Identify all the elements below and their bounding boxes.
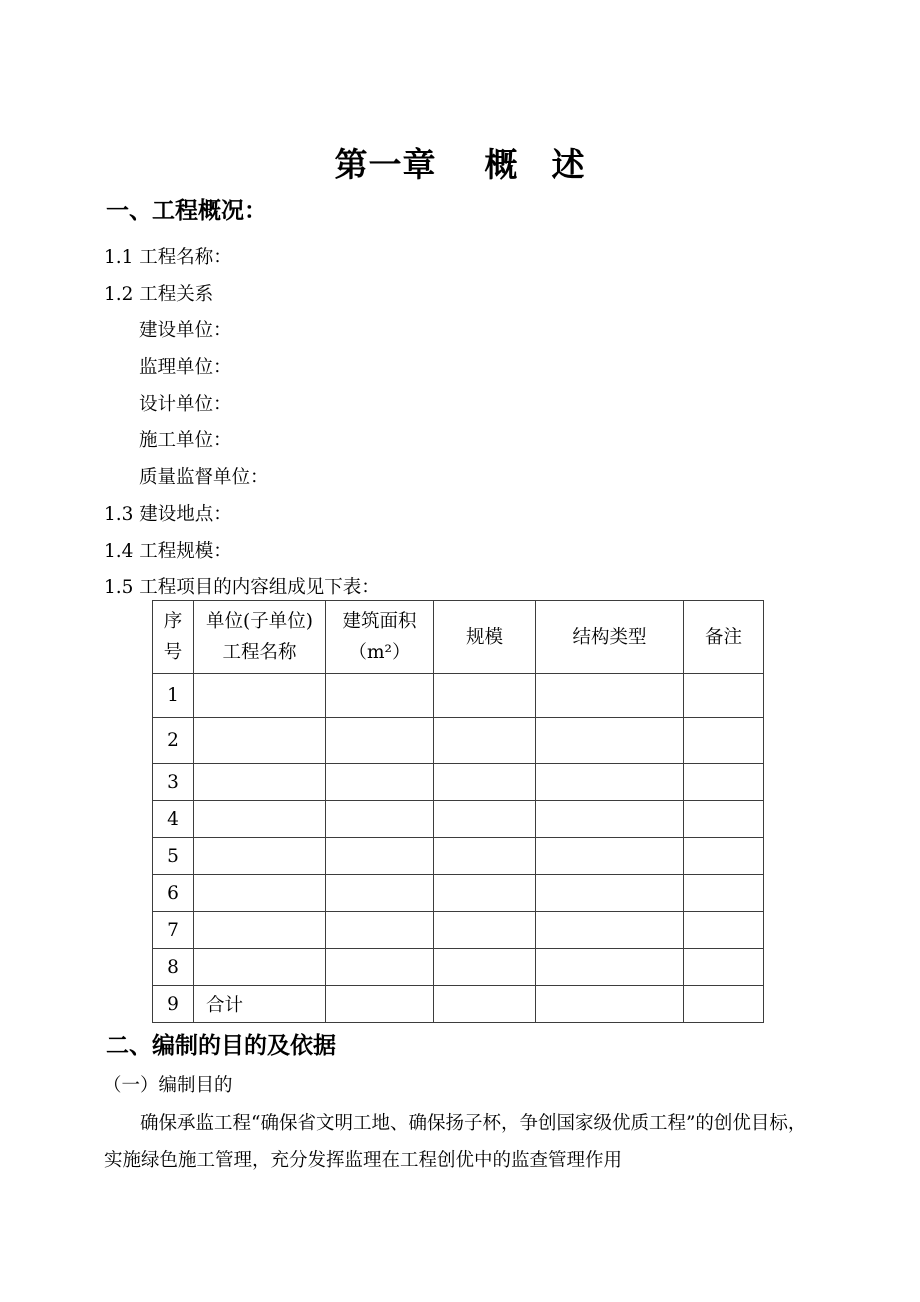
header-line: 单位(子单位) xyxy=(206,611,313,632)
table-header-row xyxy=(153,601,764,674)
line-project-name: 1.1 工程名称： xyxy=(104,247,232,268)
cell-scale xyxy=(434,801,536,838)
table-row xyxy=(153,674,764,718)
cell-scale xyxy=(434,875,536,912)
line-supervision-unit: 监理单位： xyxy=(139,357,232,379)
cell-name xyxy=(194,764,326,801)
cell-name xyxy=(194,912,326,949)
cell-remark xyxy=(684,674,764,718)
chapter-title-part: 述 xyxy=(551,145,586,184)
cell-name xyxy=(194,718,326,764)
chapter-title-part: 第一章 xyxy=(334,145,437,184)
table-row-total xyxy=(153,986,764,1023)
cell-area xyxy=(326,838,434,875)
cell-structure xyxy=(536,912,684,949)
project-items-table xyxy=(152,600,764,1023)
table-row xyxy=(153,875,764,912)
cell-structure xyxy=(536,674,684,718)
cell-remark xyxy=(684,949,764,986)
line-project-size: 1.4 工程规模： xyxy=(104,540,232,562)
table-row xyxy=(153,838,764,875)
cell-remark xyxy=(684,912,764,949)
cell-remark xyxy=(684,838,764,875)
line-table-intro: 1.5 工程项目的内容组成见下表： xyxy=(104,577,380,599)
line-site-location: 1.3 建设地点： xyxy=(104,503,232,525)
cell-area xyxy=(326,875,434,912)
line-builder-unit: 施工单位： xyxy=(139,430,232,452)
cell-no: 7 xyxy=(153,912,194,949)
cell-name xyxy=(194,949,326,986)
line-construction-unit: 建设单位： xyxy=(139,320,232,342)
cell-no: 5 xyxy=(153,838,194,875)
cell-scale xyxy=(434,912,536,949)
table-row xyxy=(153,801,764,838)
cell-no: 8 xyxy=(153,949,194,986)
cell-structure xyxy=(536,718,684,764)
section-one-heading: 一、工程概况： xyxy=(106,198,267,224)
cell-area xyxy=(326,718,434,764)
cell-structure xyxy=(536,801,684,838)
cell-remark xyxy=(684,718,764,764)
line-design-unit: 设计单位： xyxy=(139,393,232,415)
header-line: 建筑面积 xyxy=(342,611,417,632)
header-unit-project-name xyxy=(194,601,326,674)
cell-no: 9 xyxy=(153,986,194,1023)
header-line: 工程名称 xyxy=(222,642,297,663)
cell-no: 3 xyxy=(153,764,194,801)
section-two-heading: 二、编制的目的及依据 xyxy=(106,1033,336,1059)
header-line: 备注 xyxy=(704,626,742,648)
cell-no: 1 xyxy=(153,674,194,718)
cell-structure xyxy=(536,949,684,986)
cell-scale xyxy=(434,986,536,1023)
cell-scale xyxy=(434,764,536,801)
header-building-area xyxy=(326,601,434,674)
cell-scale xyxy=(434,838,536,875)
paragraph-line: 确保承监工程“确保省文明工地、确保扬子杯，争创国家级优质工程”的创优目标， xyxy=(140,1113,807,1134)
header-remark xyxy=(684,601,764,674)
table-row xyxy=(153,949,764,986)
cell-name xyxy=(194,838,326,875)
header-line: 规模 xyxy=(465,626,503,648)
chapter-title xyxy=(0,144,920,186)
cell-area xyxy=(326,764,434,801)
cell-remark xyxy=(684,986,764,1023)
cell-area xyxy=(326,986,434,1023)
cell-area xyxy=(326,949,434,986)
cell-name xyxy=(194,801,326,838)
cell-name xyxy=(194,674,326,718)
cell-remark xyxy=(684,801,764,838)
table-row xyxy=(153,912,764,949)
line-project-relations: 1.2 工程关系 xyxy=(104,283,214,305)
chapter-title-part: 概 xyxy=(484,145,519,184)
header-structure-type xyxy=(536,601,684,674)
cell-area xyxy=(326,912,434,949)
cell-structure xyxy=(536,838,684,875)
header-line: 结构类型 xyxy=(572,626,647,648)
cell-scale xyxy=(434,674,536,718)
cell-name: 合计 xyxy=(194,986,326,1023)
cell-scale xyxy=(434,718,536,764)
header-line: （m²） xyxy=(348,642,411,663)
cell-no: 2 xyxy=(153,718,194,764)
section-two-subheading: （一）编制目的 xyxy=(103,1075,233,1096)
cell-remark xyxy=(684,764,764,801)
cell-name xyxy=(194,875,326,912)
cell-area xyxy=(326,674,434,718)
cell-scale xyxy=(434,949,536,986)
cell-remark xyxy=(684,875,764,912)
section-one-body xyxy=(104,240,830,607)
table-row xyxy=(153,764,764,801)
cell-no: 6 xyxy=(153,875,194,912)
cell-no: 4 xyxy=(153,801,194,838)
paragraph-line: 实施绿色施工管理，充分发挥监理在工程创优中的监查管理作用 xyxy=(104,1149,623,1171)
header-line: 号 xyxy=(163,642,183,663)
header-serial-no xyxy=(153,601,194,674)
header-scale xyxy=(434,601,536,674)
cell-area xyxy=(326,801,434,838)
cell-structure xyxy=(536,986,684,1023)
header-line: 序 xyxy=(163,611,183,632)
table-row xyxy=(153,718,764,764)
line-quality-unit: 质量监督单位： xyxy=(139,467,269,489)
cell-structure xyxy=(536,764,684,801)
section-two-paragraph xyxy=(104,1106,830,1179)
cell-structure xyxy=(536,875,684,912)
